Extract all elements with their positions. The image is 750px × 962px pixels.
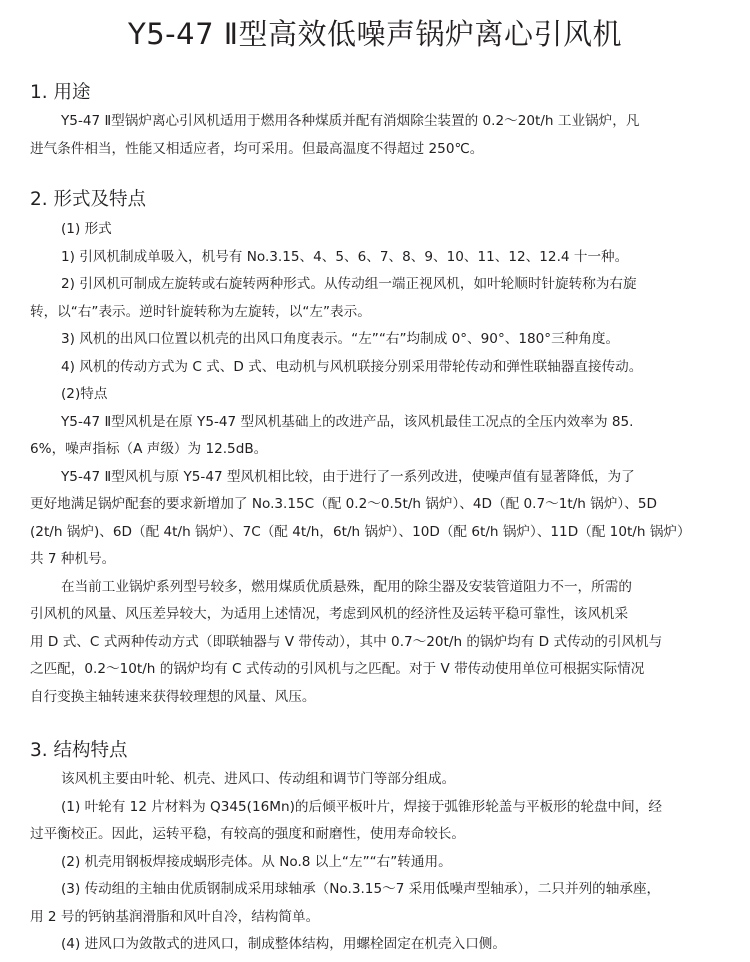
- text-line: Y5-47 Ⅱ型风机与原 Y5-47 型风机相比较，由于进行了一系列改进，使噪声值有显著降低，为了: [61, 468, 635, 485]
- text-line: (2)特点: [61, 386, 108, 402]
- text-line: 引风机的风量、风压差异较大，为适用上述情况，考虑到风机的经济性及运转平稳可靠性，该风机采: [30, 606, 629, 622]
- text-line: 2) 引风机可制成左旋转或右旋转两种形式。从传动组一端正视风机，如叶轮顺时针旋转称为右旋: [61, 276, 637, 292]
- section-heading-usage: 1. 用途: [30, 82, 91, 103]
- text-line: 该风机主要由叶轮、机壳、进风口、传动组和调节门等部分组成。: [61, 771, 456, 787]
- section-heading-structure: 3. 结构特点: [30, 740, 128, 761]
- section-heading-forms-features: 2. 形式及特点: [30, 189, 147, 210]
- text-line: 之匹配，0.2～10t/h 的锅炉均有 C 式传动的引风机与之匹配。对于 V 带传动使用单位可根据实际情况: [30, 661, 645, 677]
- text-line: 4) 风机的传动方式为 C 式、D 式、电动机与风机联接分别采用带轮传动和弹性联轴器直接传动。: [61, 358, 643, 375]
- text-line: Y5-47 Ⅱ型风机是在原 Y5-47 型风机基础上的改进产品，该风机最佳工况点的全压内效率为 85.: [61, 413, 634, 430]
- text-line: 用 D 式、C 式两种传动方式（即联轴器与 V 带传动），其中 0.7～20t/h 的锅炉均有 D 式传动的引风机与: [30, 633, 663, 650]
- text-line: 1) 引风机制成单吸入，机号有 No.3.15、4、5、6、7、8、9、10、11、12、12.4 十一种。: [61, 248, 629, 265]
- text-line: 共 7 种机号。: [30, 551, 116, 567]
- text-line: (1) 形式: [61, 221, 112, 237]
- text-line: 自行变换主轴转速来获得较理想的风量、风压。: [30, 688, 316, 705]
- text-line: (4) 进风口为敛散式的进风口，制成整体结构，用螺栓固定在机壳入口侧。: [61, 936, 506, 952]
- text-line: 过平衡校正。因此，运转平稳，有较高的强度和耐磨性，使用寿命较长。: [30, 826, 465, 842]
- text-line: (2) 机壳用钢板焊接成蜗形壳体。从 No.8 以上“左”“右”转通用。: [61, 853, 452, 870]
- section-body-forms-features: [30, 216, 728, 711]
- text-line: (2t/h 锅炉)、6D（配 4t/h 锅炉）、7C（配 4t/h，6t/h 锅炉）、10D（配 6t/h 锅炉）、11D（配 10t/h 锅炉）: [30, 523, 691, 540]
- text-line: 6%，噪声指标（A 声级）为 12.5dB。: [30, 441, 268, 457]
- text-line: 更好地满足锅炉配套的要求新增加了 No.3.15C（配 0.2～0.5t/h 锅炉）、4D（配 0.7～1t/h 锅炉）、5D: [30, 496, 657, 512]
- text-line: 用 2 号的钙钠基润滑脂和风叶自冷，结构简单。: [30, 908, 320, 925]
- text-line: (1) 叶轮有 12 片材料为 Q345(16Mn)的后倾平板叶片，焊接于弧锥形轮盖与平板形的轮盘中间，经: [61, 798, 662, 815]
- page-title: Y5-47 Ⅱ型高效低噪声锅炉离心引风机: [127, 17, 623, 51]
- text-line: 进气条件相当，性能又相适应者，均可采用。但最高温度不得超过 250℃。: [30, 140, 484, 157]
- section-body-usage: [30, 108, 728, 163]
- section-body-structure: [30, 766, 728, 959]
- text-line: 在当前工业锅炉系列型号较多，燃用煤质优质悬殊，配用的除尘器及安装管道阻力不一，所需的: [61, 578, 632, 595]
- text-line: 转，以“右”表示。逆时针旋转称为左旋转，以“左”表示。: [30, 303, 371, 320]
- text-line: 3) 风机的出风口位置以机壳的出风口角度表示。“左”“右”均制成 0°、90°、180°三种角度。: [61, 331, 620, 347]
- text-line: (3) 传动组的主轴由优质钢制成采用球轴承（No.3.15～7 采用低噪声型轴承），二只并列的轴承座，: [61, 881, 661, 897]
- text-line: Y5-47 Ⅱ型锅炉离心引风机适用于燃用各种煤质并配有消烟除尘装置的 0.2～20t/h 工业锅炉，凡: [61, 113, 640, 129]
